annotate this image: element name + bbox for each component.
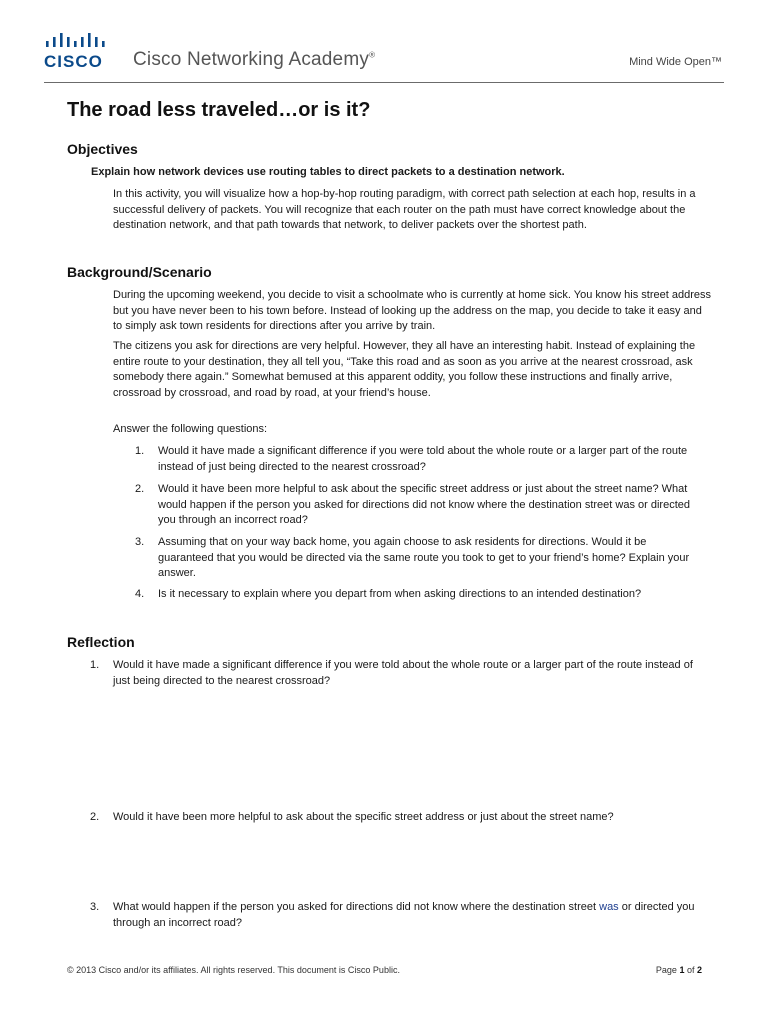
- cisco-bars-icon: [44, 32, 114, 50]
- reflection-item: [90, 900, 700, 931]
- reflection-number: 1.: [90, 659, 100, 671]
- reflection-text-part: What would happen if the person you asked for directions did not know where the destination street: [113, 901, 600, 913]
- question-text: Would it have made a significant difference if you were told about the whole route or a larger part of the route instead of just being directed to the nearest crossroad?: [158, 445, 688, 473]
- document-title: The road less traveled…or is it?: [67, 99, 371, 121]
- cisco-logo: [44, 32, 114, 72]
- reflection-text-part: or directed you through an incorrect road?: [113, 901, 695, 929]
- reflection-number: 3.: [90, 901, 100, 913]
- objectives-heading: Objectives: [67, 141, 138, 157]
- question-number: 2.: [135, 483, 145, 495]
- question-number: 1.: [135, 445, 145, 457]
- reflection-item: [90, 810, 700, 826]
- reflection-number: 2.: [90, 811, 100, 823]
- footer-copyright: © 2013 Cisco and/or its affiliates. All rights reserved. This document is Cisco Public.: [67, 965, 400, 975]
- objective-statement: Explain how network devices use routing tables to direct packets to a destination network.: [91, 166, 565, 178]
- reflection-heading: Reflection: [67, 634, 135, 650]
- reflection-text: [90, 900, 700, 931]
- page-of: of: [684, 965, 697, 975]
- reflection-text: Would it have made a significant difference if you were told about the whole route or a larger part of the route instead of just being directed to the nearest crossroad?: [113, 659, 693, 687]
- tagline: Mind Wide Open™: [629, 56, 722, 68]
- page-current: 1: [679, 965, 685, 975]
- question-item: [135, 482, 705, 529]
- page-label: Page: [655, 965, 680, 975]
- question-text: Is it necessary to explain where you depart from when asking directions to an intended destination?: [158, 588, 642, 600]
- header-divider: [44, 82, 724, 83]
- academy-label: Cisco Networking Academy: [133, 49, 370, 70]
- page-total: 2: [696, 965, 702, 975]
- questions-prompt: Answer the following questions:: [113, 423, 268, 435]
- page-header: [0, 0, 768, 90]
- question-item: [135, 444, 705, 475]
- question-text: Would it have been more helpful to ask about the specific street address or just about the street name? What would happen if the person you asked for directions did not know where the destination street was or directed you through an incorrect road?: [158, 483, 690, 526]
- registered-mark: ®: [369, 50, 376, 60]
- page-number: [656, 965, 702, 975]
- background-paragraph-1: During the upcoming weekend, you decide to visit a schoolmate who is currently at home sick. You know his street address but you have never been to his town before. Instead of looking up the address on the map, you decide to take it easy and to simply ask town residents for directions after you arrive by train.: [113, 289, 711, 332]
- question-item: [135, 587, 705, 603]
- cisco-wordmark: CISCO: [44, 52, 103, 71]
- academy-name: [133, 49, 375, 71]
- question-number: 4.: [135, 588, 145, 600]
- background-heading: Background/Scenario: [67, 264, 212, 280]
- objectives-paragraph: In this activity, you will visualize how a hop-by-hop routing paradigm, with correct path selection at each hop, results in a successful delivery of packets. You will recognize that each router on the path must have correct knowledge about the destination network, and that path towards that network, to deliver packets over the shortest path.: [113, 188, 696, 231]
- background-paragraph-2: The citizens you ask for directions are very helpful. However, they all have an interesting habit. Instead of explaining the entire route to your destination, they all tell you, “Take this road and as soon as you arrive at the nearest crossroad, ask somebody there again.” Somewhat bemused at this apparent oddity, you follow these instructions and finally arrive, crossroad by crossroad, and road by road, at your friend’s house.: [113, 340, 696, 399]
- question-text: Assuming that on your way back home, you again choose to ask residents for directions. Would it be guaranteed that you would be directed via the same route you took to get to your friend’s home? Explain your answer.: [158, 536, 690, 579]
- question-number: 3.: [135, 536, 145, 548]
- reflection-text-highlight: was: [599, 901, 619, 913]
- question-item: [135, 535, 705, 582]
- reflection-item: [90, 658, 700, 689]
- reflection-text: Would it have been more helpful to ask about the specific street address or just about the street name?: [113, 811, 614, 823]
